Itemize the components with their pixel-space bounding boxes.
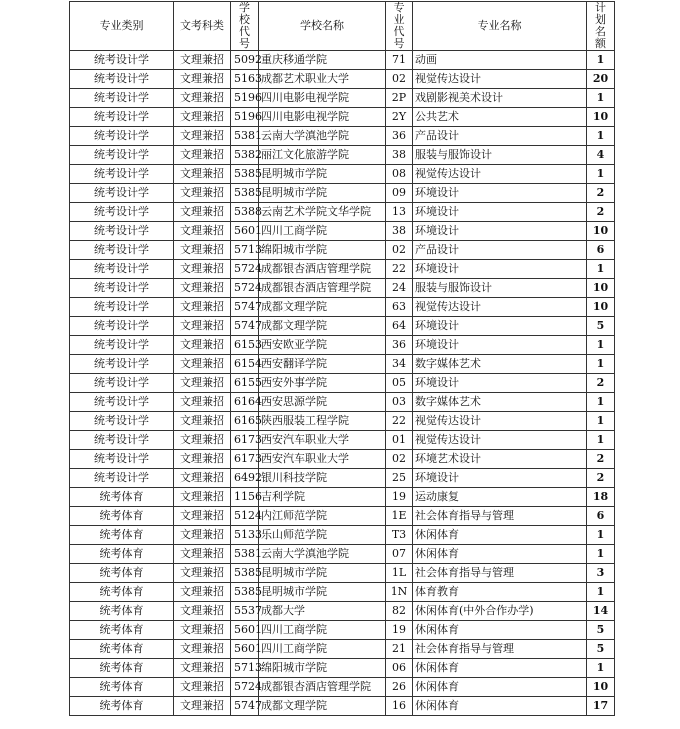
category-cell: 统考设计学: [70, 279, 174, 298]
school-code-cell: 5385: [231, 583, 259, 602]
category-cell: 统考设计学: [70, 70, 174, 89]
school-code-cell: 6492: [231, 469, 259, 488]
school-name-cell: 成都银杏酒店管理学院: [259, 678, 386, 697]
category-cell: 统考设计学: [70, 393, 174, 412]
school-code-cell: 5724: [231, 678, 259, 697]
major-code-cell: 21: [386, 640, 413, 659]
school-code-cell: 5381: [231, 545, 259, 564]
major-code-cell: 16: [386, 697, 413, 716]
table-row: [70, 640, 615, 659]
exam-subject-cell: 文理兼招: [174, 241, 231, 260]
category-cell: 统考设计学: [70, 127, 174, 146]
major-code-cell: 1N: [386, 583, 413, 602]
major-code-cell: 22: [386, 260, 413, 279]
plan-quota-cell: 10: [587, 298, 615, 317]
exam-subject-cell: 文理兼招: [174, 51, 231, 70]
table-row: [70, 241, 615, 260]
major-name-cell: 视觉传达设计: [413, 431, 587, 450]
exam-subject-cell: 文理兼招: [174, 260, 231, 279]
school-code-cell: 5724: [231, 279, 259, 298]
table-row: [70, 89, 615, 108]
category-cell: 统考体育: [70, 697, 174, 716]
table-row: [70, 412, 615, 431]
table-body: [70, 51, 615, 716]
major-code-cell: 34: [386, 355, 413, 374]
school-name-cell: 四川工商学院: [259, 621, 386, 640]
school-name-cell: 四川工商学院: [259, 640, 386, 659]
header-major-name: 专业名称: [413, 2, 587, 51]
table-row: [70, 697, 615, 716]
major-name-cell: 社会体育指导与管理: [413, 507, 587, 526]
plan-quota-cell: 1: [587, 127, 615, 146]
school-code-cell: 5747: [231, 697, 259, 716]
category-cell: 统考设计学: [70, 260, 174, 279]
plan-quota-cell: 1: [587, 51, 615, 70]
major-code-cell: 24: [386, 279, 413, 298]
major-name-cell: 视觉传达设计: [413, 298, 587, 317]
plan-quota-cell: 2: [587, 469, 615, 488]
school-code-cell: 6173: [231, 450, 259, 469]
school-code-cell: 5385: [231, 165, 259, 184]
major-code-cell: T3: [386, 526, 413, 545]
exam-subject-cell: 文理兼招: [174, 184, 231, 203]
category-cell: 统考设计学: [70, 336, 174, 355]
school-code-cell: 6153: [231, 336, 259, 355]
exam-subject-cell: 文理兼招: [174, 659, 231, 678]
school-name-cell: 西安欧亚学院: [259, 336, 386, 355]
major-name-cell: 休闲体育(中外合作办学): [413, 602, 587, 621]
plan-quota-cell: 1: [587, 336, 615, 355]
category-cell: 统考体育: [70, 583, 174, 602]
major-code-cell: 19: [386, 621, 413, 640]
category-cell: 统考设计学: [70, 184, 174, 203]
school-code-cell: 1156: [231, 488, 259, 507]
major-name-cell: 环境设计: [413, 260, 587, 279]
major-code-cell: 05: [386, 374, 413, 393]
category-cell: 统考设计学: [70, 355, 174, 374]
major-name-cell: 环境设计: [413, 469, 587, 488]
major-name-cell: 视觉传达设计: [413, 412, 587, 431]
school-name-cell: 丽江文化旅游学院: [259, 146, 386, 165]
table-row: [70, 108, 615, 127]
table-row: [70, 564, 615, 583]
exam-subject-cell: 文理兼招: [174, 431, 231, 450]
plan-quota-cell: 1: [587, 659, 615, 678]
exam-subject-cell: 文理兼招: [174, 640, 231, 659]
header-plan-quota: 计划名额: [587, 2, 615, 51]
plan-quota-cell: 20: [587, 70, 615, 89]
school-name-cell: 云南艺术学院文华学院: [259, 203, 386, 222]
school-code-cell: 5381: [231, 127, 259, 146]
major-name-cell: 环境设计: [413, 336, 587, 355]
category-cell: 统考设计学: [70, 298, 174, 317]
school-name-cell: 成都文理学院: [259, 697, 386, 716]
major-code-cell: 06: [386, 659, 413, 678]
school-code-cell: 5385: [231, 564, 259, 583]
table-row: [70, 488, 615, 507]
exam-subject-cell: 文理兼招: [174, 317, 231, 336]
major-code-cell: 36: [386, 336, 413, 355]
plan-quota-cell: 2: [587, 203, 615, 222]
major-code-cell: 07: [386, 545, 413, 564]
table-row: [70, 203, 615, 222]
major-code-cell: 1L: [386, 564, 413, 583]
major-name-cell: 休闲体育: [413, 545, 587, 564]
category-cell: 统考设计学: [70, 241, 174, 260]
category-cell: 统考设计学: [70, 450, 174, 469]
header-school-name: 学校名称: [259, 2, 386, 51]
plan-quota-cell: 1: [587, 89, 615, 108]
school-code-cell: 5382: [231, 146, 259, 165]
major-code-cell: 09: [386, 184, 413, 203]
exam-subject-cell: 文理兼招: [174, 127, 231, 146]
plan-quota-cell: 1: [587, 355, 615, 374]
major-code-cell: 02: [386, 450, 413, 469]
plan-quota-cell: 1: [587, 545, 615, 564]
school-name-cell: 昆明城市学院: [259, 564, 386, 583]
category-cell: 统考体育: [70, 564, 174, 583]
exam-subject-cell: 文理兼招: [174, 602, 231, 621]
major-code-cell: 26: [386, 678, 413, 697]
major-name-cell: 休闲体育: [413, 621, 587, 640]
plan-quota-cell: 10: [587, 678, 615, 697]
major-name-cell: 环境设计: [413, 222, 587, 241]
exam-subject-cell: 文理兼招: [174, 526, 231, 545]
exam-subject-cell: 文理兼招: [174, 583, 231, 602]
table-row: [70, 374, 615, 393]
header-exam-subject: 文考科类: [174, 2, 231, 51]
exam-subject-cell: 文理兼招: [174, 488, 231, 507]
school-code-cell: 6154: [231, 355, 259, 374]
major-name-cell: 环境艺术设计: [413, 450, 587, 469]
major-name-cell: 环境设计: [413, 203, 587, 222]
major-code-cell: 63: [386, 298, 413, 317]
major-name-cell: 视觉传达设计: [413, 165, 587, 184]
school-name-cell: 银川科技学院: [259, 469, 386, 488]
category-cell: 统考体育: [70, 488, 174, 507]
admission-plan-table: [69, 1, 615, 716]
school-name-cell: 昆明城市学院: [259, 583, 386, 602]
table-row: [70, 469, 615, 488]
plan-quota-cell: 1: [587, 393, 615, 412]
school-code-cell: 5092: [231, 51, 259, 70]
school-name-cell: 陕西服装工程学院: [259, 412, 386, 431]
major-name-cell: 环境设计: [413, 374, 587, 393]
plan-quota-cell: 2: [587, 184, 615, 203]
school-name-cell: 绵阳城市学院: [259, 659, 386, 678]
category-cell: 统考体育: [70, 678, 174, 697]
major-code-cell: 1E: [386, 507, 413, 526]
major-code-cell: 82: [386, 602, 413, 621]
school-code-cell: 5163: [231, 70, 259, 89]
major-name-cell: 产品设计: [413, 241, 587, 260]
plan-quota-cell: 10: [587, 222, 615, 241]
exam-subject-cell: 文理兼招: [174, 678, 231, 697]
school-code-cell: 6155: [231, 374, 259, 393]
category-cell: 统考设计学: [70, 374, 174, 393]
table-row: [70, 51, 615, 70]
major-code-cell: 19: [386, 488, 413, 507]
major-name-cell: 公共艺术: [413, 108, 587, 127]
major-name-cell: 数字媒体艺术: [413, 393, 587, 412]
table-row: [70, 355, 615, 374]
school-code-cell: 5724: [231, 260, 259, 279]
table-row: [70, 583, 615, 602]
plan-quota-cell: 6: [587, 241, 615, 260]
school-name-cell: 成都银杏酒店管理学院: [259, 279, 386, 298]
major-name-cell: 服装与服饰设计: [413, 279, 587, 298]
exam-subject-cell: 文理兼招: [174, 564, 231, 583]
plan-quota-cell: 6: [587, 507, 615, 526]
category-cell: 统考设计学: [70, 317, 174, 336]
exam-subject-cell: 文理兼招: [174, 393, 231, 412]
major-name-cell: 休闲体育: [413, 526, 587, 545]
exam-subject-cell: 文理兼招: [174, 336, 231, 355]
category-cell: 统考体育: [70, 621, 174, 640]
school-name-cell: 西安翻译学院: [259, 355, 386, 374]
table-row: [70, 146, 615, 165]
plan-quota-cell: 3: [587, 564, 615, 583]
major-code-cell: 08: [386, 165, 413, 184]
school-code-cell: 5747: [231, 317, 259, 336]
table-row: [70, 127, 615, 146]
table-row: [70, 621, 615, 640]
category-cell: 统考设计学: [70, 108, 174, 127]
school-code-cell: 5133: [231, 526, 259, 545]
major-name-cell: 环境设计: [413, 184, 587, 203]
major-code-cell: 01: [386, 431, 413, 450]
school-name-cell: 云南大学滇池学院: [259, 545, 386, 564]
exam-subject-cell: 文理兼招: [174, 355, 231, 374]
header-major-code: 专业代号: [386, 2, 413, 51]
major-code-cell: 02: [386, 241, 413, 260]
category-cell: 统考设计学: [70, 165, 174, 184]
major-name-cell: 环境设计: [413, 317, 587, 336]
major-code-cell: 36: [386, 127, 413, 146]
school-name-cell: 昆明城市学院: [259, 165, 386, 184]
school-name-cell: 内江师范学院: [259, 507, 386, 526]
major-code-cell: 38: [386, 222, 413, 241]
school-name-cell: 四川工商学院: [259, 222, 386, 241]
plan-quota-cell: 1: [587, 526, 615, 545]
school-name-cell: 四川电影电视学院: [259, 108, 386, 127]
school-code-cell: 5713: [231, 659, 259, 678]
exam-subject-cell: 文理兼招: [174, 697, 231, 716]
table-row: [70, 165, 615, 184]
school-name-cell: 成都大学: [259, 602, 386, 621]
table-row: [70, 602, 615, 621]
category-cell: 统考设计学: [70, 89, 174, 108]
major-code-cell: 64: [386, 317, 413, 336]
exam-subject-cell: 文理兼招: [174, 621, 231, 640]
school-code-cell: 5196: [231, 89, 259, 108]
plan-quota-cell: 5: [587, 621, 615, 640]
plan-quota-cell: 2: [587, 374, 615, 393]
category-cell: 统考体育: [70, 545, 174, 564]
table-row: [70, 317, 615, 336]
exam-subject-cell: 文理兼招: [174, 412, 231, 431]
school-name-cell: 西安思源学院: [259, 393, 386, 412]
plan-quota-cell: 17: [587, 697, 615, 716]
header-category: 专业类别: [70, 2, 174, 51]
school-name-cell: 成都文理学院: [259, 317, 386, 336]
exam-subject-cell: 文理兼招: [174, 374, 231, 393]
major-name-cell: 数字媒体艺术: [413, 355, 587, 374]
exam-subject-cell: 文理兼招: [174, 146, 231, 165]
category-cell: 统考体育: [70, 602, 174, 621]
exam-subject-cell: 文理兼招: [174, 165, 231, 184]
major-name-cell: 体育教育: [413, 583, 587, 602]
school-name-cell: 重庆移通学院: [259, 51, 386, 70]
plan-quota-cell: 18: [587, 488, 615, 507]
major-name-cell: 休闲体育: [413, 659, 587, 678]
exam-subject-cell: 文理兼招: [174, 70, 231, 89]
plan-quota-cell: 1: [587, 412, 615, 431]
major-code-cell: 38: [386, 146, 413, 165]
exam-subject-cell: 文理兼招: [174, 545, 231, 564]
exam-subject-cell: 文理兼招: [174, 298, 231, 317]
school-code-cell: 6165: [231, 412, 259, 431]
school-code-cell: 5713: [231, 241, 259, 260]
school-code-cell: 5747: [231, 298, 259, 317]
major-name-cell: 动画: [413, 51, 587, 70]
table-row: [70, 526, 615, 545]
school-code-cell: 5196: [231, 108, 259, 127]
table-row: [70, 450, 615, 469]
school-name-cell: 绵阳城市学院: [259, 241, 386, 260]
major-code-cell: 25: [386, 469, 413, 488]
exam-subject-cell: 文理兼招: [174, 203, 231, 222]
major-code-cell: 2P: [386, 89, 413, 108]
category-cell: 统考设计学: [70, 412, 174, 431]
plan-quota-cell: 1: [587, 583, 615, 602]
major-name-cell: 休闲体育: [413, 697, 587, 716]
category-cell: 统考体育: [70, 659, 174, 678]
category-cell: 统考体育: [70, 526, 174, 545]
exam-subject-cell: 文理兼招: [174, 469, 231, 488]
plan-quota-cell: 1: [587, 260, 615, 279]
exam-subject-cell: 文理兼招: [174, 279, 231, 298]
school-code-cell: 5601: [231, 640, 259, 659]
school-code-cell: 5601: [231, 621, 259, 640]
table-row: [70, 260, 615, 279]
major-name-cell: 产品设计: [413, 127, 587, 146]
plan-quota-cell: 1: [587, 165, 615, 184]
school-code-cell: 5124: [231, 507, 259, 526]
category-cell: 统考设计学: [70, 203, 174, 222]
exam-subject-cell: 文理兼招: [174, 108, 231, 127]
plan-quota-cell: 4: [587, 146, 615, 165]
table-row: [70, 298, 615, 317]
exam-subject-cell: 文理兼招: [174, 450, 231, 469]
school-name-cell: 成都银杏酒店管理学院: [259, 260, 386, 279]
school-name-cell: 吉利学院: [259, 488, 386, 507]
major-code-cell: 13: [386, 203, 413, 222]
table-row: [70, 279, 615, 298]
school-name-cell: 乐山师范学院: [259, 526, 386, 545]
school-code-cell: 5537: [231, 602, 259, 621]
table-row: [70, 545, 615, 564]
school-name-cell: 西安外事学院: [259, 374, 386, 393]
major-code-cell: 2Y: [386, 108, 413, 127]
table-row: [70, 678, 615, 697]
category-cell: 统考设计学: [70, 431, 174, 450]
major-code-cell: 22: [386, 412, 413, 431]
school-code-cell: 5385: [231, 184, 259, 203]
school-name-cell: 云南大学滇池学院: [259, 127, 386, 146]
category-cell: 统考设计学: [70, 222, 174, 241]
major-name-cell: 运动康复: [413, 488, 587, 507]
major-code-cell: 02: [386, 70, 413, 89]
plan-quota-cell: 2: [587, 450, 615, 469]
school-name-cell: 昆明城市学院: [259, 184, 386, 203]
table-row: [70, 659, 615, 678]
table-row: [70, 507, 615, 526]
school-name-cell: 西安汽车职业大学: [259, 450, 386, 469]
school-name-cell: 西安汽车职业大学: [259, 431, 386, 450]
table-row: [70, 431, 615, 450]
table-row: [70, 393, 615, 412]
table-row: [70, 70, 615, 89]
exam-subject-cell: 文理兼招: [174, 89, 231, 108]
major-name-cell: 社会体育指导与管理: [413, 640, 587, 659]
plan-quota-cell: 10: [587, 108, 615, 127]
category-cell: 统考设计学: [70, 469, 174, 488]
school-name-cell: 成都文理学院: [259, 298, 386, 317]
major-name-cell: 休闲体育: [413, 678, 587, 697]
school-code-cell: 5601: [231, 222, 259, 241]
header-row: [70, 2, 615, 51]
exam-subject-cell: 文理兼招: [174, 507, 231, 526]
plan-quota-cell: 5: [587, 317, 615, 336]
category-cell: 统考体育: [70, 640, 174, 659]
major-code-cell: 03: [386, 393, 413, 412]
category-cell: 统考设计学: [70, 51, 174, 70]
school-code-cell: 5388: [231, 203, 259, 222]
category-cell: 统考体育: [70, 507, 174, 526]
table-row: [70, 184, 615, 203]
plan-quota-cell: 1: [587, 431, 615, 450]
table-row: [70, 336, 615, 355]
plan-quota-cell: 10: [587, 279, 615, 298]
major-name-cell: 服装与服饰设计: [413, 146, 587, 165]
school-code-cell: 6173: [231, 431, 259, 450]
major-name-cell: 视觉传达设计: [413, 70, 587, 89]
major-name-cell: 戏剧影视美术设计: [413, 89, 587, 108]
school-name-cell: 四川电影电视学院: [259, 89, 386, 108]
table-row: [70, 222, 615, 241]
category-cell: 统考设计学: [70, 146, 174, 165]
school-code-cell: 6164: [231, 393, 259, 412]
plan-quota-cell: 14: [587, 602, 615, 621]
major-name-cell: 社会体育指导与管理: [413, 564, 587, 583]
exam-subject-cell: 文理兼招: [174, 222, 231, 241]
header-school-code: 学校代号: [231, 2, 259, 51]
school-name-cell: 成都艺术职业大学: [259, 70, 386, 89]
major-code-cell: 71: [386, 51, 413, 70]
plan-quota-cell: 5: [587, 640, 615, 659]
